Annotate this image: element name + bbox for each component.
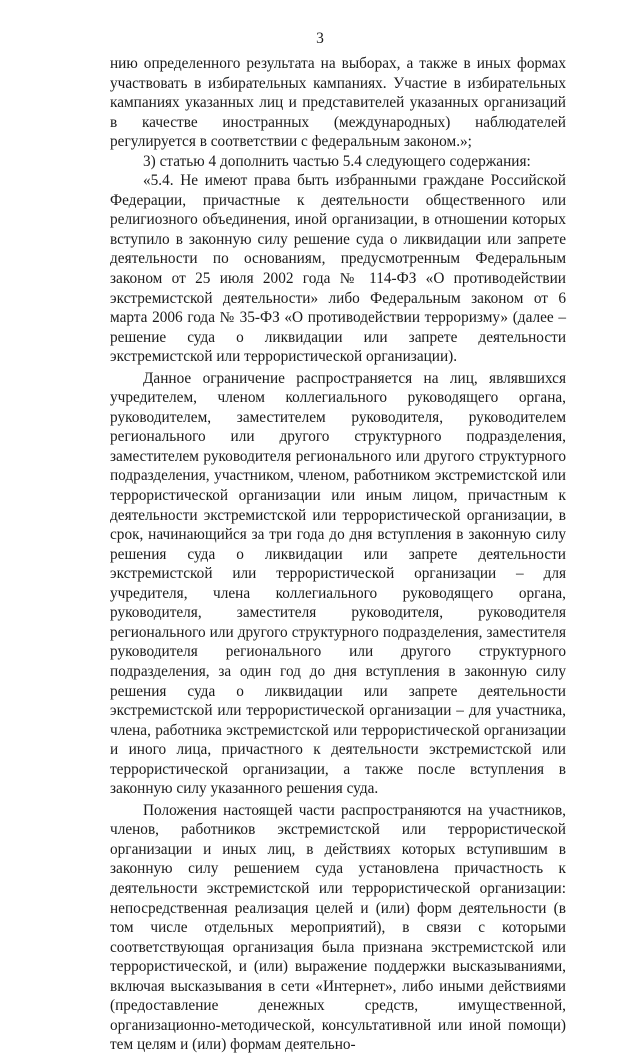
paragraph-provisions: Положения настоящей части распространяются на участников, членов, работников экстремистской или террористической организации и иных лиц, в действиях которых вступившим в законную силу решением суда установлена причастность к деятельности экстремистской или террористической организации: непосредственная реализация целей и (или) форм деятельности (в том числе отдельных мероприятий), в связи с которыми соответствующая организация была признана экстремистской или террористической, и (или) выражение поддержки высказываниями, включая высказывания в сети «Интернет», либо иными действиями (предоставление денежных средств, имущественной, организационно-методической, консультативной или иной помощи) тем целям и (или) формам деятельно-: [110, 801, 566, 1054]
paragraph-continuation: нию определенного результата на выборах, а также в иных формах участвовать в избирательных кампаниях. Участие в избирательных кампаниях указанных лиц и представителей указанных организаций в качестве иностранных (международных) наблюдателей регулируется в соответствии с федеральным законом.»;: [110, 55, 566, 151]
page-number: 3: [316, 30, 324, 47]
paragraph-part-5-4: «5.4. Не имеют права быть избранными граждане Российской Федерации, причастные к деятельности общественного или религиозного объединения, иной организации, в отношении которых вступило в законную силу решение суда о ликвидации или запрете деятельности по основаниям, предусмотренным Федеральным законом от 25 июля 2002 года № 114-ФЗ «О противодействии экстремистской деятельности» либо Федеральным законом от 6 марта 2006 года № 35-ФЗ «О противодействии терроризму» (далее – решение суда о ликвидации или запрете деятельности экстремистской или террористической организации).: [110, 172, 566, 366]
paragraph-restriction: Данное ограничение распространяется на лиц, являвшихся учредителем, членом коллегиального руководящего органа, руководителем, заместителем руководителя, руководителем регионального или другого структурного подразделения, заместителем руководителя регионального или другого структурного подразделения, участником, членом, работником экстремистской или террористической организации или иным лицом, причастным к деятельности экстремистской или террористической организации, в срок, начинающийся за три года до дня вступления в законную силу решения суда о ликвидации или запрете деятельности экстремистской или террористической организации – для учредителя, члена коллегиального руководящего органа, руководителя, заместителя руководителя, руководителя регионального или другого структурного подразделения, заместителя руководителя регионального или другого структурного подразделения, за один год до дня вступления в законную силу решения суда о ликвидации или запрете деятельности экстремистской или террористической организации – для участника, члена, работника экстремистской или террористической организации и иного лица, причастного к деятельности экстремистской или террористической организации, а также после вступления в законную силу указанного решения суда.: [110, 369, 566, 798]
paragraph-item-3: 3) статью 4 дополнить частью 5.4 следующего содержания:: [143, 152, 531, 170]
